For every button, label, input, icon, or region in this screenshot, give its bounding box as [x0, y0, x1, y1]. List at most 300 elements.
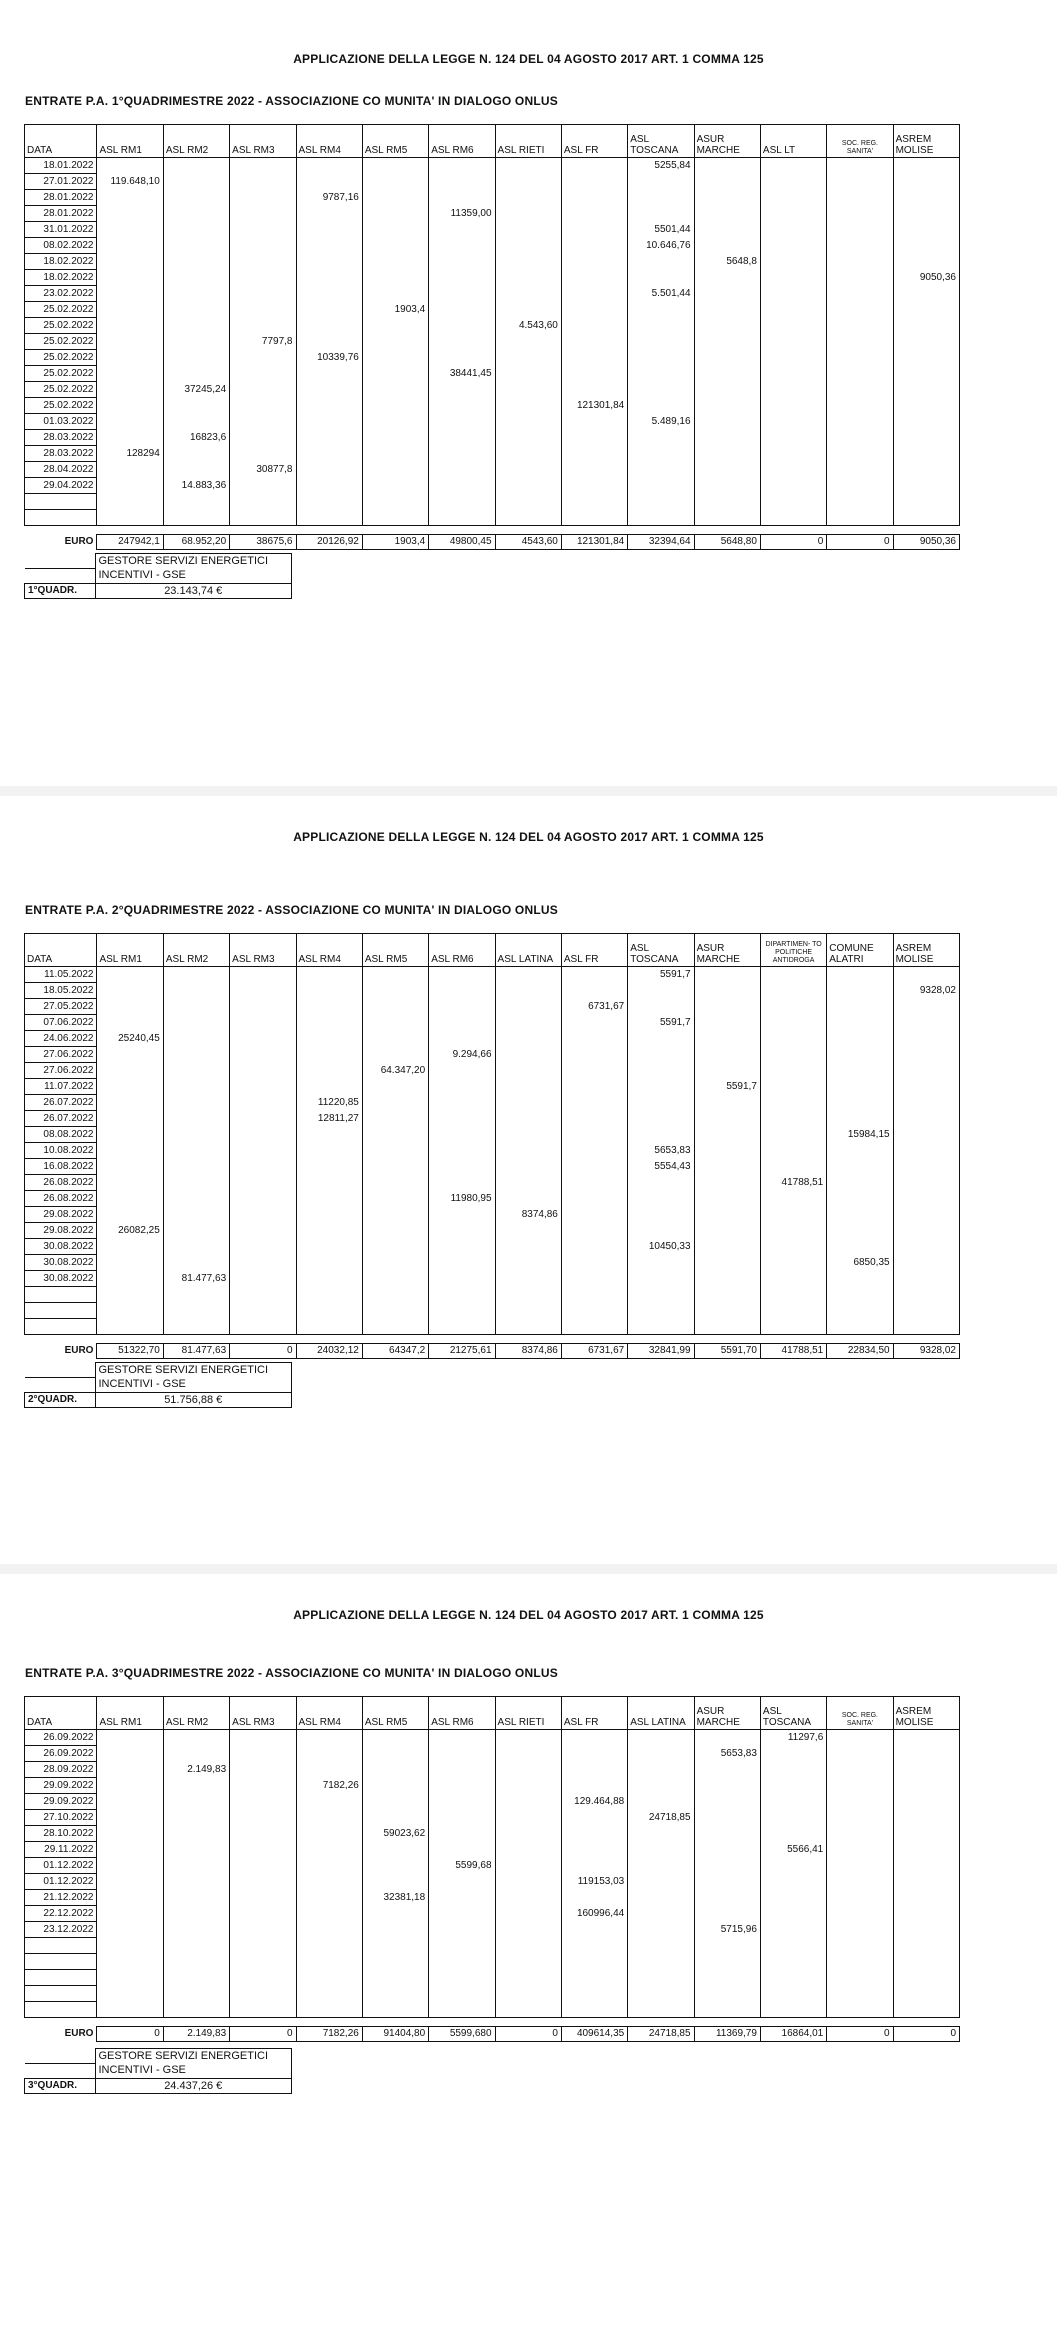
- date-cell: 27.05.2022: [25, 999, 97, 1015]
- total-cell: 8374,86: [495, 1344, 561, 1359]
- amount-cell: [429, 1746, 495, 1762]
- amount-cell: [827, 1890, 893, 1906]
- amount-cell: [97, 1890, 163, 1906]
- amount-cell: [893, 1762, 959, 1778]
- amount-cell: [827, 999, 893, 1015]
- amount-cell: [97, 254, 163, 270]
- total-cell: 9328,02: [893, 1344, 959, 1359]
- amount-cell: [429, 1287, 495, 1303]
- total-cell: 9050,36: [893, 535, 959, 550]
- amount-cell: [97, 1922, 163, 1938]
- amount-cell: [230, 1303, 296, 1319]
- amount-cell: [362, 190, 428, 206]
- total-cell: 5599,680: [429, 2027, 495, 2042]
- amount-cell: [827, 1986, 893, 2002]
- amount-cell: [296, 1015, 362, 1031]
- column-header: ASL FR: [561, 125, 627, 158]
- amount-cell: [760, 1874, 826, 1890]
- amount-cell: [296, 1047, 362, 1063]
- amount-cell: [561, 1143, 627, 1159]
- spacer-cell: [628, 526, 694, 535]
- amount-cell: [163, 350, 229, 366]
- table-row: [25, 1826, 960, 1842]
- amount-cell: [296, 1826, 362, 1842]
- total-cell: 64347,2: [362, 1344, 428, 1359]
- table-row: [25, 1175, 960, 1191]
- amount-cell: [495, 1111, 561, 1127]
- amount-cell: [628, 334, 694, 350]
- amount-cell: 30877,8: [230, 462, 296, 478]
- amount-cell: 5653,83: [628, 1143, 694, 1159]
- amount-cell: [97, 222, 163, 238]
- amount-cell: [561, 1063, 627, 1079]
- spacer-cell: [163, 1335, 229, 1344]
- amount-cell: [296, 174, 362, 190]
- table-row: [25, 222, 960, 238]
- spacer-cell: [694, 1335, 760, 1344]
- spacer-cell: [230, 1335, 296, 1344]
- amount-cell: [230, 366, 296, 382]
- table-row: [25, 967, 960, 983]
- amount-cell: [230, 967, 296, 983]
- column-header: ASL RIETI: [495, 1697, 561, 1730]
- amount-cell: [893, 1906, 959, 1922]
- amount-cell: [760, 462, 826, 478]
- amount-cell: [362, 1159, 428, 1175]
- amount-cell: [561, 414, 627, 430]
- amount-cell: [628, 270, 694, 286]
- total-cell: 21275,61: [429, 1344, 495, 1359]
- amount-cell: [628, 462, 694, 478]
- amount-cell: [561, 478, 627, 494]
- amount-cell: [694, 1047, 760, 1063]
- amount-cell: [893, 1954, 959, 1970]
- amount-cell: [296, 1191, 362, 1207]
- table-row: [25, 238, 960, 254]
- amount-cell: [628, 1287, 694, 1303]
- amount-cell: [97, 1079, 163, 1095]
- amount-cell: [827, 1826, 893, 1842]
- amount-cell: [495, 334, 561, 350]
- spacer-cell: [362, 2018, 428, 2027]
- amount-cell: [893, 1239, 959, 1255]
- column-header: ASL RIETI: [495, 125, 561, 158]
- date-cell: 26.09.2022: [25, 1746, 97, 1762]
- spacer-cell: [827, 2018, 893, 2027]
- amount-cell: [495, 1842, 561, 1858]
- amount-cell: [628, 1271, 694, 1287]
- table-row: [25, 1063, 960, 1079]
- amount-cell: [694, 238, 760, 254]
- gse-line2: INCENTIVI - GSE: [95, 568, 292, 583]
- table-row: [25, 1319, 960, 1335]
- amount-cell: [628, 494, 694, 510]
- amount-cell: [893, 1175, 959, 1191]
- amount-cell: [628, 1922, 694, 1938]
- amount-cell: 14.883,36: [163, 478, 229, 494]
- amount-cell: [827, 206, 893, 222]
- amount-cell: [694, 1858, 760, 1874]
- amount-cell: [429, 1159, 495, 1175]
- amount-cell: [694, 1287, 760, 1303]
- amount-cell: [827, 366, 893, 382]
- amount-cell: [893, 2002, 959, 2018]
- amount-cell: [561, 1842, 627, 1858]
- amount-cell: [694, 270, 760, 286]
- amount-cell: [97, 1842, 163, 1858]
- amount-cell: [163, 999, 229, 1015]
- amount-cell: [893, 1031, 959, 1047]
- column-header: ASL RM4: [296, 125, 362, 158]
- amount-cell: [163, 1175, 229, 1191]
- amount-cell: [694, 2002, 760, 2018]
- amount-cell: 10339,76: [296, 350, 362, 366]
- amount-cell: [628, 1858, 694, 1874]
- amount-cell: [893, 494, 959, 510]
- gse-line2: INCENTIVI - GSE: [95, 2063, 292, 2078]
- amount-cell: 32381,18: [362, 1890, 428, 1906]
- table-row: [25, 430, 960, 446]
- amount-cell: [296, 398, 362, 414]
- amount-cell: [893, 174, 959, 190]
- amount-cell: [429, 382, 495, 398]
- gse-amount: 23.143,74 €: [95, 583, 292, 598]
- amount-cell: [429, 1826, 495, 1842]
- table-row: [25, 1762, 960, 1778]
- amount-cell: [893, 1890, 959, 1906]
- spacer-row: [25, 1335, 960, 1344]
- amount-cell: [163, 366, 229, 382]
- amount-cell: [628, 1794, 694, 1810]
- amount-cell: [296, 1730, 362, 1746]
- amount-cell: [628, 1095, 694, 1111]
- amount-cell: [296, 382, 362, 398]
- amount-cell: [163, 238, 229, 254]
- amount-cell: 11220,85: [296, 1095, 362, 1111]
- amount-cell: 37245,24: [163, 382, 229, 398]
- amount-cell: [429, 1303, 495, 1319]
- total-cell: 0: [230, 2027, 296, 2042]
- amount-cell: [827, 430, 893, 446]
- table-row: [25, 1287, 960, 1303]
- spacer-cell: [296, 2018, 362, 2027]
- amount-cell: [362, 967, 428, 983]
- amount-cell: [362, 1031, 428, 1047]
- gse-line1: GESTORE SERVIZI ENERGETICI: [95, 554, 292, 569]
- column-header: ASL RM6: [429, 125, 495, 158]
- amount-cell: [230, 318, 296, 334]
- amount-cell: [163, 1778, 229, 1794]
- amount-cell: [296, 254, 362, 270]
- amount-cell: [296, 238, 362, 254]
- amount-cell: [163, 1191, 229, 1207]
- amount-cell: [561, 510, 627, 526]
- amount-cell: [362, 1730, 428, 1746]
- amount-cell: [296, 1063, 362, 1079]
- table-row: [25, 1271, 960, 1287]
- amount-cell: [296, 1810, 362, 1826]
- date-cell: 29.09.2022: [25, 1778, 97, 1794]
- amount-cell: 2.149,83: [163, 1762, 229, 1778]
- amount-cell: [495, 286, 561, 302]
- amount-cell: [827, 1858, 893, 1874]
- amount-cell: [163, 983, 229, 999]
- amount-cell: [694, 1906, 760, 1922]
- amount-cell: [561, 1303, 627, 1319]
- amount-cell: [495, 1095, 561, 1111]
- amount-cell: [893, 1970, 959, 1986]
- date-cell: 28.10.2022: [25, 1826, 97, 1842]
- amount-cell: [362, 1922, 428, 1938]
- amount-cell: [97, 334, 163, 350]
- amount-cell: [893, 1730, 959, 1746]
- amount-cell: [230, 190, 296, 206]
- column-header: ASL LT: [760, 125, 826, 158]
- amount-cell: [760, 302, 826, 318]
- table-row: [25, 1047, 960, 1063]
- amount-cell: [296, 1079, 362, 1095]
- amount-cell: [694, 1239, 760, 1255]
- amount-cell: [760, 1762, 826, 1778]
- amount-cell: [362, 1954, 428, 1970]
- column-header: ASREM MOLISE: [893, 1697, 959, 1730]
- amount-cell: [296, 286, 362, 302]
- amount-cell: [495, 1047, 561, 1063]
- amount-cell: [362, 238, 428, 254]
- amount-cell: [362, 1874, 428, 1890]
- amount-cell: [163, 414, 229, 430]
- amount-cell: [495, 366, 561, 382]
- amount-cell: [628, 430, 694, 446]
- amount-cell: [230, 1858, 296, 1874]
- amount-cell: [362, 446, 428, 462]
- amount-cell: [495, 1938, 561, 1954]
- table-row: [25, 1191, 960, 1207]
- date-cell: 11.05.2022: [25, 967, 97, 983]
- amount-cell: [495, 350, 561, 366]
- amount-cell: [230, 1874, 296, 1890]
- amount-cell: [163, 1207, 229, 1223]
- amount-cell: [97, 983, 163, 999]
- page-q2: [0, 796, 1057, 1573]
- amount-cell: [97, 1746, 163, 1762]
- date-cell: 28.04.2022: [25, 462, 97, 478]
- amount-cell: [628, 1207, 694, 1223]
- spacer-cell: [163, 526, 229, 535]
- amount-cell: [362, 1127, 428, 1143]
- header-row: [25, 1697, 960, 1730]
- amount-cell: [760, 1255, 826, 1271]
- amount-cell: [97, 302, 163, 318]
- column-header: DATA: [25, 1697, 97, 1730]
- amount-cell: [893, 1746, 959, 1762]
- amount-cell: [628, 1970, 694, 1986]
- amount-cell: [97, 1810, 163, 1826]
- totals-row: [25, 2027, 960, 2042]
- amount-cell: 24718,85: [628, 1810, 694, 1826]
- amount-cell: [561, 1746, 627, 1762]
- amount-cell: [628, 1047, 694, 1063]
- amount-cell: 12811,27: [296, 1111, 362, 1127]
- amount-cell: [827, 238, 893, 254]
- amount-cell: [893, 1810, 959, 1826]
- amount-cell: [694, 1255, 760, 1271]
- table-row: [25, 1858, 960, 1874]
- amount-cell: [429, 158, 495, 174]
- amount-cell: 10450,33: [628, 1239, 694, 1255]
- amount-cell: [296, 478, 362, 494]
- amount-cell: [362, 983, 428, 999]
- amount-cell: [163, 1858, 229, 1874]
- gse-box: [24, 553, 292, 599]
- amount-cell: [827, 350, 893, 366]
- amount-cell: [97, 190, 163, 206]
- amount-cell: [296, 462, 362, 478]
- date-cell: 29.11.2022: [25, 1842, 97, 1858]
- amount-cell: [561, 967, 627, 983]
- amount-cell: [296, 510, 362, 526]
- amount-cell: [429, 190, 495, 206]
- amount-cell: [163, 318, 229, 334]
- amount-cell: [694, 1031, 760, 1047]
- amount-cell: [230, 1255, 296, 1271]
- amount-cell: [893, 1207, 959, 1223]
- amount-cell: [429, 1730, 495, 1746]
- date-cell: 26.08.2022: [25, 1175, 97, 1191]
- amount-cell: [495, 1986, 561, 2002]
- amount-cell: [495, 1746, 561, 1762]
- amount-cell: [97, 1271, 163, 1287]
- amount-cell: [495, 2002, 561, 2018]
- amount-cell: [362, 1223, 428, 1239]
- law-title: APPLICAZIONE DELLA LEGGE N. 124 DEL 04 AGOSTO 2017 ART. 1 COMMA 125: [293, 1608, 764, 1622]
- amount-cell: [561, 1858, 627, 1874]
- amount-cell: [163, 1954, 229, 1970]
- amount-cell: [694, 1175, 760, 1191]
- amount-cell: [893, 254, 959, 270]
- amount-cell: [760, 1031, 826, 1047]
- amount-cell: 9050,36: [893, 270, 959, 286]
- amount-cell: [760, 446, 826, 462]
- amount-cell: [561, 286, 627, 302]
- amount-cell: [429, 1922, 495, 1938]
- amount-cell: [760, 1047, 826, 1063]
- amount-cell: [827, 174, 893, 190]
- amount-cell: [561, 1255, 627, 1271]
- amount-cell: [893, 967, 959, 983]
- amount-cell: [694, 1986, 760, 2002]
- amount-cell: [163, 462, 229, 478]
- amount-cell: [694, 158, 760, 174]
- spacer-cell: [561, 1335, 627, 1344]
- amount-cell: [163, 967, 229, 983]
- amount-cell: 1903,4: [362, 302, 428, 318]
- amount-cell: [495, 158, 561, 174]
- amount-cell: [893, 1015, 959, 1031]
- table-row: [25, 286, 960, 302]
- table-row: [25, 318, 960, 334]
- amount-cell: [827, 1906, 893, 1922]
- column-header: ASL RM2: [163, 934, 229, 967]
- amount-cell: [495, 478, 561, 494]
- amount-cell: [694, 1319, 760, 1335]
- amount-cell: [561, 1047, 627, 1063]
- amount-cell: [362, 398, 428, 414]
- amount-cell: [827, 1970, 893, 1986]
- table-row: [25, 414, 960, 430]
- amount-cell: 25240,45: [97, 1031, 163, 1047]
- law-title: APPLICAZIONE DELLA LEGGE N. 124 DEL 04 AGOSTO 2017 ART. 1 COMMA 125: [293, 52, 764, 66]
- amount-cell: [429, 254, 495, 270]
- amount-cell: [296, 1031, 362, 1047]
- amount-cell: 64.347,20: [362, 1063, 428, 1079]
- amount-cell: [429, 1874, 495, 1890]
- amount-cell: [230, 1810, 296, 1826]
- amount-cell: [628, 350, 694, 366]
- total-cell: 0: [495, 2027, 561, 2042]
- amount-cell: [429, 350, 495, 366]
- table-row: [25, 158, 960, 174]
- amount-cell: [163, 286, 229, 302]
- amount-cell: [893, 1986, 959, 2002]
- amount-cell: [362, 286, 428, 302]
- amount-cell: [429, 398, 495, 414]
- amount-cell: [893, 286, 959, 302]
- quad-label: 2°QUADR.: [25, 1392, 96, 1407]
- amount-cell: 6731,67: [561, 999, 627, 1015]
- amount-cell: [230, 999, 296, 1015]
- amount-cell: [628, 190, 694, 206]
- amount-cell: [495, 1079, 561, 1095]
- amount-cell: [495, 174, 561, 190]
- amount-cell: [495, 1810, 561, 1826]
- amount-cell: [230, 1746, 296, 1762]
- amount-cell: [429, 270, 495, 286]
- amount-cell: [628, 999, 694, 1015]
- amount-cell: [760, 1143, 826, 1159]
- amount-cell: [97, 1938, 163, 1954]
- table-row: [25, 1159, 960, 1175]
- amount-cell: [561, 462, 627, 478]
- amount-cell: [893, 414, 959, 430]
- total-cell: 20126,92: [296, 535, 362, 550]
- amount-cell: [827, 270, 893, 286]
- spacer-cell: [495, 1335, 561, 1344]
- quad-label: 3°QUADR.: [25, 2078, 96, 2093]
- amount-cell: [760, 1239, 826, 1255]
- amount-cell: [429, 1175, 495, 1191]
- amount-cell: [760, 350, 826, 366]
- amount-cell: [893, 318, 959, 334]
- amount-cell: [628, 174, 694, 190]
- amount-cell: [561, 983, 627, 999]
- amount-cell: [760, 382, 826, 398]
- amount-cell: [97, 462, 163, 478]
- amount-cell: [893, 158, 959, 174]
- amount-cell: [230, 1319, 296, 1335]
- amount-cell: [827, 1762, 893, 1778]
- amount-cell: [429, 430, 495, 446]
- amount-cell: [760, 222, 826, 238]
- amount-cell: [495, 270, 561, 286]
- amount-cell: [628, 510, 694, 526]
- amount-cell: [230, 1031, 296, 1047]
- total-cell: 0: [760, 535, 826, 550]
- amount-cell: [760, 254, 826, 270]
- amount-cell: [97, 1127, 163, 1143]
- amount-cell: [97, 238, 163, 254]
- amount-cell: [97, 1143, 163, 1159]
